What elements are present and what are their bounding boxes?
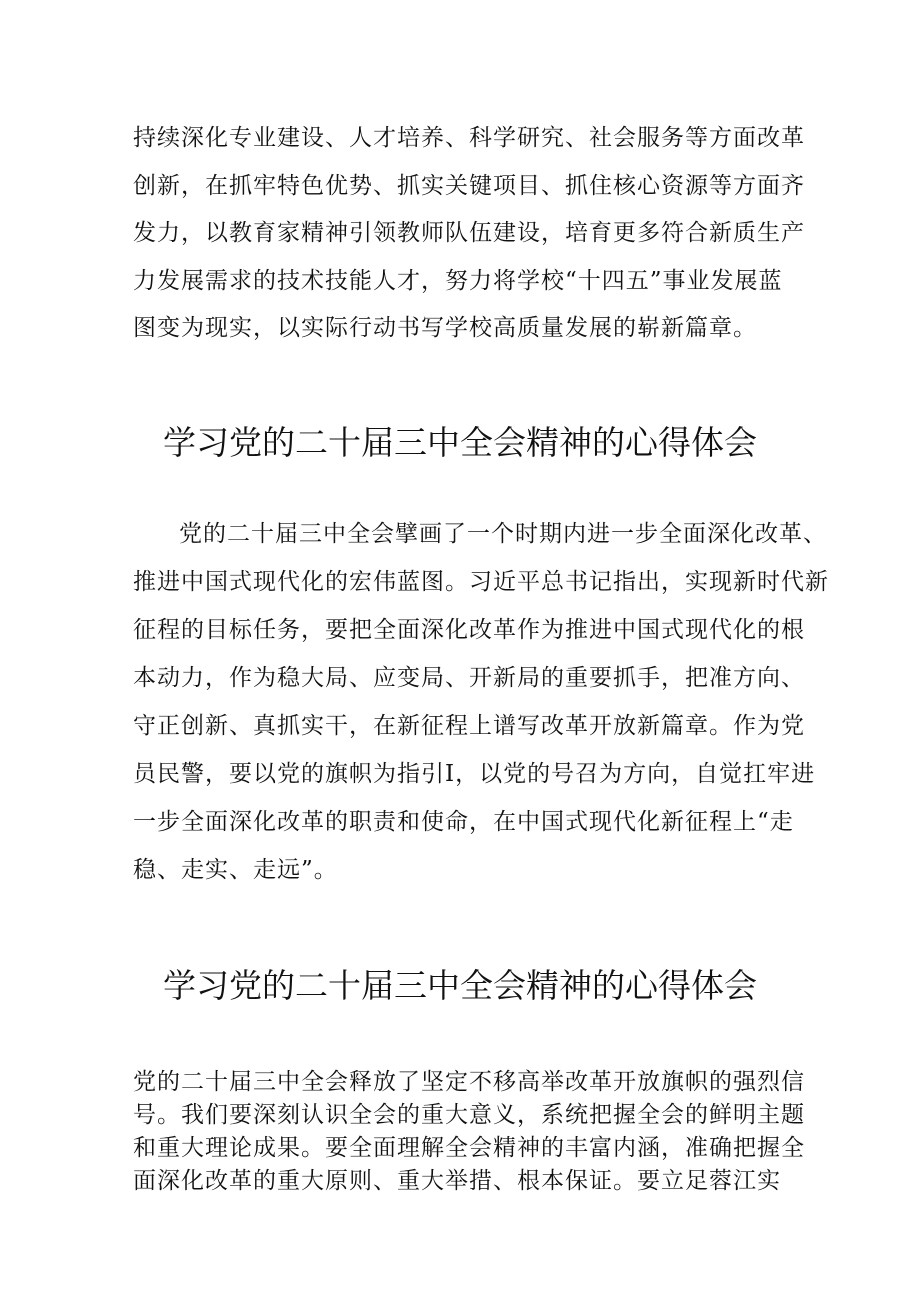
text-line: 发力，以教育家精神引领教师队伍建设，培育更多符合新质生产 xyxy=(133,220,805,246)
text-line: 本动力，作为稳大局、应变局、开新局的重要抓手，把准方向、 xyxy=(133,665,805,691)
section-heading-1: 学习党的二十届三中全会精神的心得体会 xyxy=(163,423,757,462)
text-line: 党的二十届三中全会释放了坚定不移高举改革开放旗帜的强烈信 xyxy=(133,1069,805,1095)
text-line: 守正创新、真抓实干，在新征程上谱写改革开放新篇章。作为党 xyxy=(133,713,805,739)
text-line: 一步全面深化改革的职责和使命，在中国式现代化新征程上“走 xyxy=(133,809,794,835)
text-line: 稳、走实、走远”。 xyxy=(133,857,338,883)
text-line: 员民警，要以党的旗帜为指引I，以党的号召为方向，自觉扛牢进 xyxy=(133,761,816,787)
section-heading-2: 学习党的二十届三中全会精神的心得体会 xyxy=(163,966,757,1005)
text-line: 和重大理论成果。要全面理解全会精神的丰富内涵，准确把握全 xyxy=(133,1135,805,1161)
text-line: 推进中国式现代化的宏伟蓝图。习近平总书记指出，实现新时代新 xyxy=(133,569,829,595)
paragraph-essay-2 xyxy=(133,1066,805,1198)
text-line: 面深化改革的重大原则、重大举措、根本保证。要立足蓉江实 xyxy=(133,1168,781,1194)
text-line: 图变为现实，以实际行动书写学校高质量发展的崭新篇章。 xyxy=(133,315,757,341)
paragraph-continuation xyxy=(133,115,805,353)
text-line: 征程的目标任务，要把全面深化改革作为推进中国式现代化的根 xyxy=(133,617,805,643)
text-line: 持续深化专业建设、人才培养、科学研究、社会服务等方面改革 xyxy=(133,125,805,151)
paragraph-essay-1 xyxy=(133,510,829,894)
text-line: 党的二十届三中全会擘画了一个时期内进一步全面深化改革、 xyxy=(179,521,827,547)
text-line: 创新，在抓牢特色优势、抓实关键项目、抓住核心资源等方面齐 xyxy=(133,172,805,199)
text-line: 力发展需求的技术技能人才，努力将学校“十四五”事业发展蓝 xyxy=(133,267,783,294)
text-line: 号。我们要深刻认识全会的重大意义，系统把握全会的鲜明主题 xyxy=(133,1102,805,1128)
